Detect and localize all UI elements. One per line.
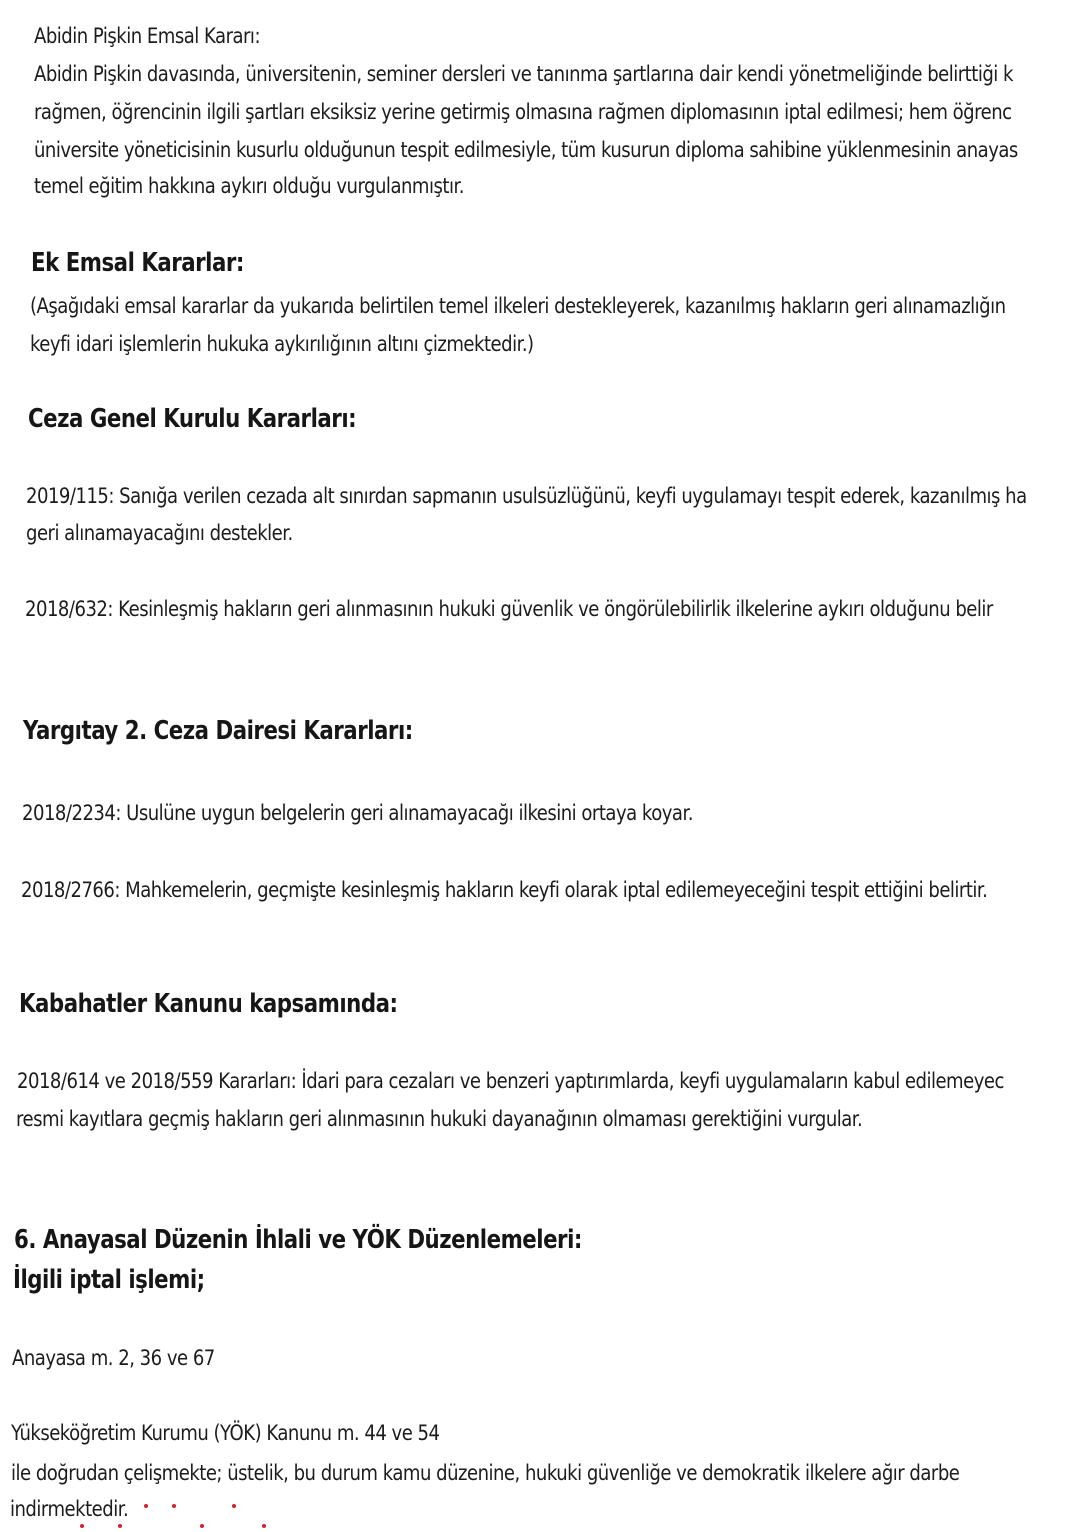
yok-line-3: indirmektedir. <box>10 1497 129 1521</box>
ek-emsal-line-2: keyfi idari işlemlerin hukuka aykırılığının altını çizmektedir.) <box>30 332 534 356</box>
yargitay-heading: Yargıtay 2. Ceza Dairesi Kararları: <box>23 716 413 746</box>
section-6-subheading: İlgili iptal işlemi; <box>13 1265 205 1295</box>
yargitay-item2: 2018/2766: Mahkemelerin, geçmişte kesinleşmiş hakların keyfi olarak iptal edilemeyeceğini tespit ettiğini belirtir. <box>21 878 988 902</box>
kabahatler-line-1: 2018/614 ve 2018/559 Kararları: İdari para cezaları ve benzeri yaptırımlarda, keyfi uygulamaların kabul edilemeyec <box>17 1069 1004 1093</box>
abidin-line-3: üniversite yöneticisinin kusurlu olduğunun tespit edilmesiyle, tüm kusurun diploma sahibine yüklenmesinin anayas <box>34 138 1018 162</box>
abidin-line-4: temel eğitim hakkına aykırı olduğu vurgulanmıştır. <box>34 174 464 198</box>
kabahatler-line-2: resmi kayıtlara geçmiş hakların geri alınmasının hukuki dayanağının olmaması gerektiğini vurgular. <box>16 1107 863 1131</box>
ceza-genel-heading: Ceza Genel Kurulu Kararları: <box>28 404 357 434</box>
ceza-item1-line-1: 2019/115: Sanığa verilen cezada alt sınırdan sapmanın usulsüzlüğünü, keyfi uygulamayı tespit ederek, kazanılmış ha <box>26 484 1027 508</box>
anayasa-line: Anayasa m. 2, 36 ve 67 <box>12 1346 215 1370</box>
ek-emsal-line-1: (Aşağıdaki emsal kararlar da yukarıda belirtilen temel ilkeleri destekleyerek, kazanılmış hakların geri alınamazlığın <box>30 294 1006 318</box>
abidin-line-1: Abidin Pişkin davasında, üniversitenin, seminer dersleri ve tanınma şartlarına dair kendi yönetmeliğinde belirttiği k <box>34 62 1013 86</box>
abidin-line-2: rağmen, öğrencinin ilgili şartları eksiksiz yerine getirmiş olmasına rağmen diplomasının iptal edilmesi; hem öğrenc <box>34 100 1012 124</box>
kabahatler-heading: Kabahatler Kanunu kapsamında: <box>19 989 398 1019</box>
yargitay-item1: 2018/2234: Usulüne uygun belgelerin geri alınamayacağı ilkesini ortaya koyar. <box>22 801 693 825</box>
ceza-item1-line-2: geri alınamayacağını destekler. <box>26 521 293 545</box>
yok-line-1: Yükseköğretim Kurumu (YÖK) Kanunu m. 44 ve 54 <box>11 1421 440 1445</box>
yok-line-2: ile doğrudan çelişmekte; üstelik, bu durum kamu düzenine, hukuki güvenliğe ve demokratik ilkelere ağır darbe <box>11 1461 960 1485</box>
ceza-item2: 2018/632: Kesinleşmiş hakların geri alınmasının hukuki güvenlik ve öngörülebilirlik ilkelerine aykırı olduğunu belir <box>25 597 993 621</box>
ek-emsal-heading: Ek Emsal Kararlar: <box>31 248 244 278</box>
section-6-heading: 6. Anayasal Düzenin İhlali ve YÖK Düzenlemeleri: <box>14 1225 582 1255</box>
abidin-title: Abidin Pişkin Emsal Kararı: <box>34 24 261 48</box>
red-dot-marks <box>60 1500 280 1530</box>
